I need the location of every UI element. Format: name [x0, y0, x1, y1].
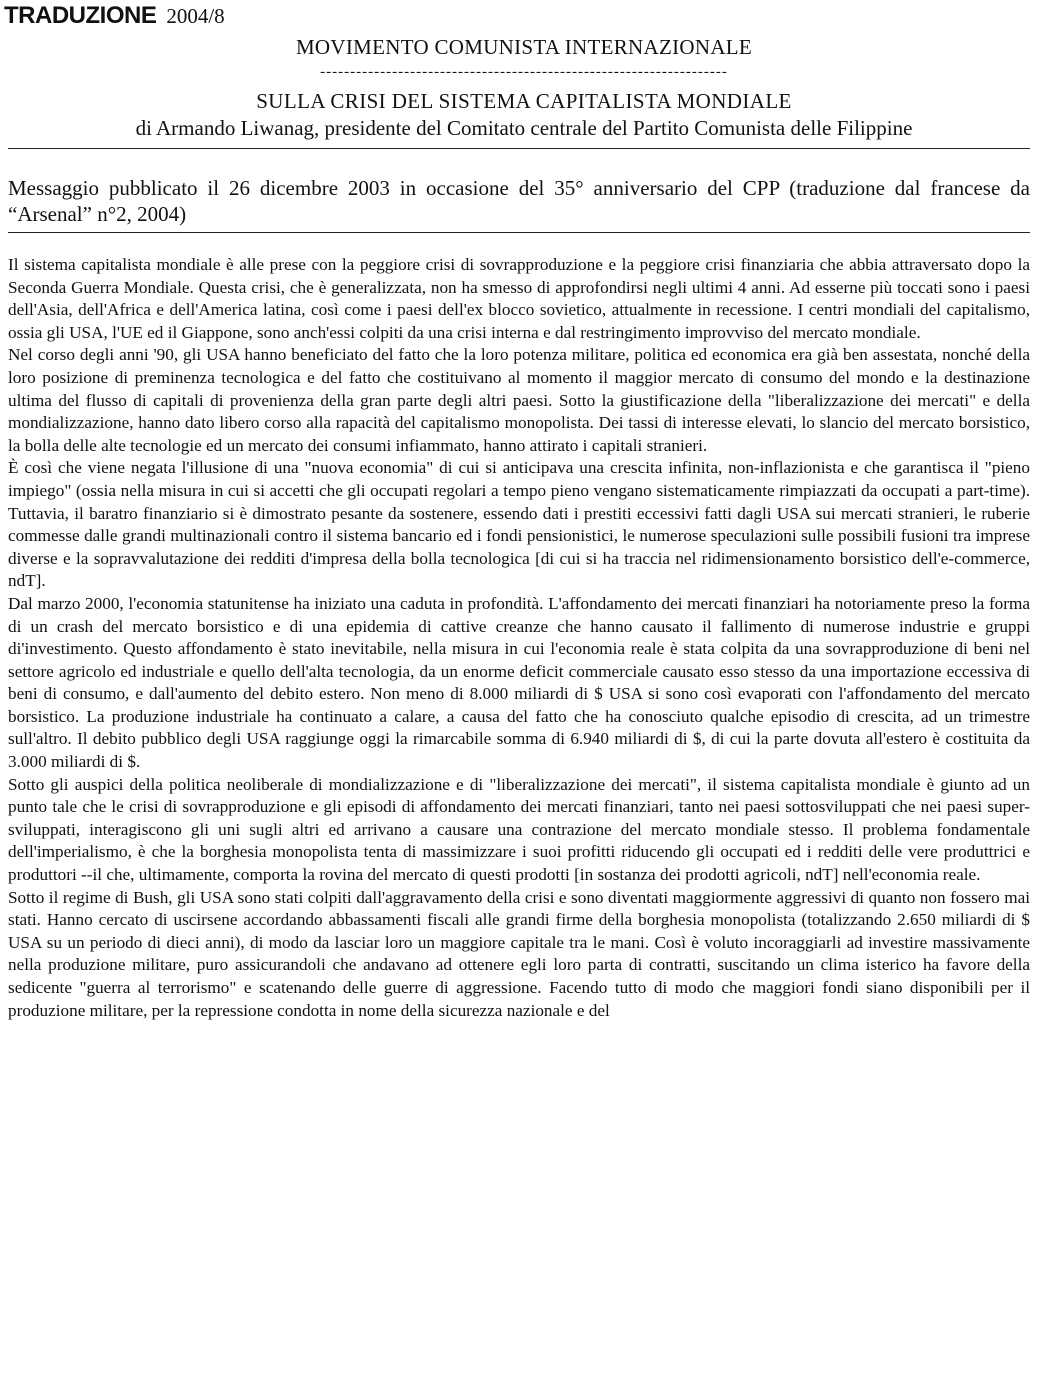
- document-title: SULLA CRISI DEL SISTEMA CAPITALISTA MONDIALE: [256, 89, 792, 113]
- paragraph: È così che viene negata l'illusione di una "nuova economia" di cui si anticipava una crescita infinita, non-inflazionista e che garantisca il "pieno impiego" (ossia nella misura in cui si accetti che gli occupati regolari a tempo pieno vengano sistematicamente rimpiazzati da occupati a part-time). Tuttavia, il baratro finanziario si è dimostrato pesante da sostenere, essendo dati i prestiti eccessivi fatti dagli USA sui mercati stranieri, le ruberie commesse dalle grandi multinazionali contro il sistema bancario ed i fondi pensionistici, le numerose speculazioni sulle possibili fusioni tra imprese diverse e la sopravvalutazione dei redditi d'impresa della bolla tecnologica [di cui si ha traccia nel ridimensionamento borsistico dell'e-commerce, ndT].: [8, 458, 1030, 591]
- author-byline: di Armando Liwanag, presidente del Comitato centrale del Partito Comunista delle Filippine: [135, 116, 913, 140]
- organization-name: MOVIMENTO COMUNISTA INTERNAZIONALE: [295, 35, 753, 59]
- divider: [8, 232, 1030, 233]
- separator-line: --------------------------------------------------------------------: [320, 64, 728, 80]
- translation-tag: TRADUZIONE: [4, 2, 157, 29]
- paragraph: Il sistema capitalista mondiale è alle prese con la peggiore crisi di sovrapproduzione e la peggiore crisi finanziaria che abbia attraversato dopo la Seconda Guerra Mondiale. Questa crisi, che è generalizzata, non ha smesso di approfondirsi negli ultimi 4 anni. Ad esserne più toccati sono i paesi dell'Asia, dell'Africa e dell'America latina, così come i paesi dell'ex blocco sovietico, attualmente in recessione. I centri mondiali del capitalismo, ossia gli USA, l'UE ed il Giappone, sono anch'essi colpiti da una crisi interna e dal restringimento improvviso del mercato mondiale.: [8, 255, 1030, 342]
- document-number: 2004/8: [166, 4, 225, 28]
- paragraph: Sotto il regime di Bush, gli USA sono stati colpiti dall'aggravamento della crisi e sono diventati maggiormente aggressivi di quanto non fossero mai stati. Hanno cercato di uscirsene accordando abbassamenti fiscali alle grandi firme della borghesia monopolista (totalizzando 2.650 miliardi di $ USA su un periodo di dieci anni), di modo da lasciar loro un maggiore capitale tra le mani. Così è voluto incoraggiarli ad investire massivamente nella produzione militare, puro assicurandoli che andavano ad ottenere egli loro parta di contratti, suscitando un clima isterico ha favore della sedicente "guerra al terrorismo" e scatenando delle guerre di aggressione. Facendo tutto di modo che maggiori fondi siano disponibili per il produzione militare, per la repressione condotta in nome della sicurezza nazionale e del: [8, 887, 1030, 1020]
- paragraph: Nel corso degli anni '90, gli USA hanno beneficiato del fatto che la loro potenza militare, politica ed economica era già ben assestata, nonché della loro posizione di preminenza tecnologica e del fatto che costituivano al momento il maggior mercato di consumo del mondo e la destinazione ultima del flusso di capitali di provenienza della gran parte degli altri paesi. Sotto la giustificazione della "liberalizzazione dei mercati" e della mondializzazione, hanno dato libero corso alla rapacità del capitalismo monopolista. Dei tassi di interesse elevati, lo slancio del mercato borsistico, la bolla delle alte tecnologie ed un mercato dei consumi infiammato, hanno attirato i capitali stranieri.: [8, 345, 1030, 455]
- divider: [8, 148, 1030, 149]
- article-body: [8, 254, 1030, 1022]
- message-note: Messaggio pubblicato il 26 dicembre 2003 in occasione del 35° anniversario del CPP (traduzione dal francese da “Arsenal” n°2, 2004): [8, 176, 1030, 226]
- document-header: [4, 2, 225, 32]
- paragraph: Sotto gli auspici della politica neoliberale di mondializzazione e di "liberalizzazione dei mercati", il sistema capitalista mondiale è giunto ad un punto tale che le crisi di sovrapproduzione e gli episodi di affondamento dei mercati finanziari, tanto nei paesi sottosviluppati che nei paesi super-sviluppati, interagiscono gli uni sugli altri ed arrivano a causare una contrazione del mercato mondiale stesso. Il problema fondamentale dell'imperialismo, è che la borghesia monopolista tenta di massimizzare i suoi profitti riducendo gli occupati ed i redditi delle vere produttrici e produttori --il che, ultimamente, comporta la rovina del mercato di questi prodotti [in sostanza dei prodotti agricoli, ndT] nell'economia reale.: [8, 774, 1030, 885]
- paragraph: Dal marzo 2000, l'economia statunitense ha iniziato una caduta in profondità. L'affondamento dei mercati finanziari ha notoriamente preso la forma di un crash del mercato borsistico e di una epidemia di cattive creanze che hanno causato il fallimento di numerose industrie e gruppi di'investimento. Questo affondamento è stato inevitabile, nella misura in cui l'economia reale è stata colpita da una sovrapproduzione di beni nel settore agricolo ed industriale e quello dell'alta tecnologia, da un enorme deficit commerciale causato esso stesso da una importazione eccessiva di beni di consumo, e dall'aumento del debito estero. Non meno di 8.000 miliardi di $ USA si sono così evaporati con l'affondamento del mercato borsistico. La produzione industriale ha continuato a calare, a causa del fatto che ha conosciuto qualche episodio di crescita, ad un trimestre sull'altro. Il debito pubblico degli USA raggiunge oggi la rimarcabile somma di 6.940 miliardi di $, di cui la parte dovuta all'estero è costituita da 3.000 miliardi di $.: [8, 593, 1030, 772]
